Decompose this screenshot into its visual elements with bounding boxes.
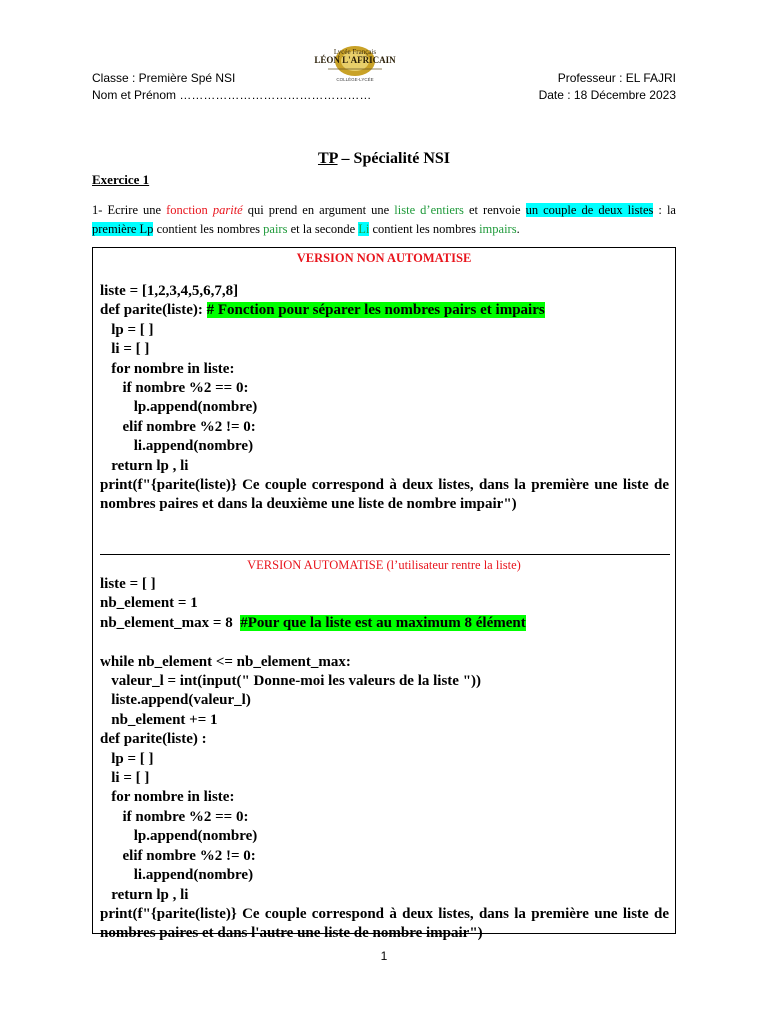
- code-line: li.append(nombre): [100, 867, 254, 884]
- code-line: nb_element_max = 8 #Pour que la liste est au maximum 8 élément: [100, 614, 526, 631]
- teacher-label: Professeur : EL FAJRI: [557, 71, 676, 85]
- code-line: nb_element = 1: [100, 595, 198, 612]
- code-line: liste.append(valeur_l): [100, 692, 251, 709]
- code-line: lp.append(nombre): [100, 399, 258, 416]
- name-field-label: Nom et Prénom …………………………………………: [92, 88, 372, 102]
- code-line: for nombre in liste:: [100, 360, 235, 377]
- code-line: lp.append(nombre): [100, 828, 258, 845]
- code-line: li.append(nombre): [100, 438, 254, 455]
- version1-code: [100, 282, 669, 515]
- code-line: if nombre %2 == 0:: [100, 380, 249, 397]
- code-line: elif nombre %2 != 0:: [100, 847, 256, 864]
- code-line: for nombre in liste:: [100, 789, 235, 806]
- version2-code: [100, 575, 669, 944]
- exercise-statement: 1- Ecrire une fonction parité qui prend en argument une liste d’entiers et renvoie un couple de deux listes : la première Lp contient les nombres pairs et la seconde Li contient les nombres impairs.: [92, 203, 676, 236]
- blank-line: [100, 633, 669, 652]
- code-line: lp = [ ]: [100, 321, 154, 338]
- class-label: Classe : Première Spé NSI: [92, 71, 236, 85]
- code-line: liste = [ ]: [100, 576, 156, 592]
- svg-text:LÉON L'AFRICAIN: LÉON L'AFRICAIN: [314, 55, 396, 65]
- code-comment: #Pour que la liste est au maximum 8 élément: [240, 614, 526, 631]
- code-comment: # Fonction pour séparer les nombres pairs et impairs: [206, 302, 545, 319]
- code-line: while nb_element <= nb_element_max:: [100, 653, 351, 670]
- code-line: def parite(liste): # Fonction pour séparer les nombres pairs et impairs: [100, 302, 545, 319]
- section-divider: [100, 554, 670, 555]
- code-line: if nombre %2 == 0:: [100, 808, 249, 825]
- title-tp: TP: [317, 150, 338, 167]
- code-line: elif nombre %2 != 0:: [100, 418, 256, 435]
- code-print-statement: print(f"{parite(liste)} Ce couple correspond à deux listes, dans la première une liste de nombres paires et dans la deuxième une liste de nombre impair"): [100, 477, 669, 513]
- svg-text:Lycée Français: Lycée Français: [333, 48, 377, 56]
- svg-text:COLLÈGE-LYCÉE: COLLÈGE-LYCÉE: [336, 77, 374, 82]
- date-label: Date : 18 Décembre 2023: [538, 88, 676, 102]
- code-line: liste = [1,2,3,4,5,6,7,8]: [100, 283, 239, 299]
- exercise-heading: Exercice 1: [92, 172, 150, 187]
- code-line: def parite(liste) :: [100, 731, 207, 748]
- school-logo: [298, 42, 412, 84]
- code-line: nb_element += 1: [100, 711, 218, 728]
- code-line: return lp , li: [100, 886, 189, 903]
- code-line: valeur_l = int(input(" Donne-moi les valeurs de la liste ")): [100, 673, 482, 690]
- code-line: return lp , li: [100, 457, 189, 474]
- page-number: 1: [380, 949, 388, 963]
- title-rest: – Spécialité NSI: [337, 150, 450, 167]
- code-box: [92, 247, 676, 942]
- code-line: li = [ ]: [100, 770, 150, 787]
- code-print-statement: print(f"{parite(liste)} Ce couple correspond à deux listes, dans la première une liste de nombres paires et dans l'autre une liste de nombre impair"): [100, 905, 669, 942]
- version2-title: VERSION AUTOMATISE (l’utilisateur rentre la liste): [247, 558, 521, 572]
- code-line: li = [ ]: [100, 341, 150, 358]
- page-title: [0, 150, 768, 168]
- code-line: lp = [ ]: [100, 750, 154, 767]
- version1-title: VERSION NON AUTOMATISE: [296, 251, 472, 265]
